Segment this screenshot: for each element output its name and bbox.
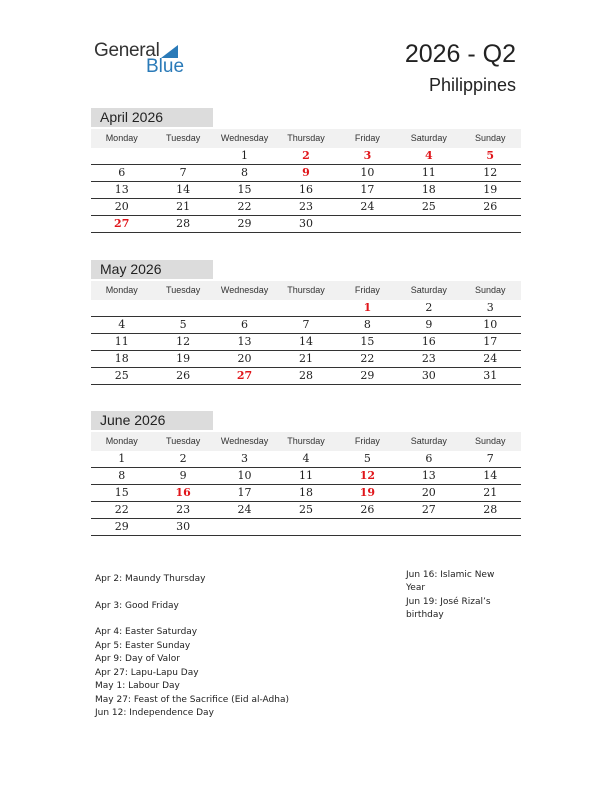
- day-cell: 15: [360, 335, 375, 348]
- day-cell: 7: [179, 166, 187, 179]
- day-cell: 17: [483, 335, 498, 348]
- day-cell: 1: [118, 452, 126, 465]
- day-cell: 20: [114, 200, 129, 213]
- holiday-date: 1: [363, 301, 372, 314]
- day-cell: 25: [114, 369, 129, 382]
- day-cell: 6: [241, 318, 249, 331]
- holiday-date: 16: [175, 486, 191, 499]
- day-cell: 21: [298, 352, 313, 365]
- logo-blue-text: Blue: [146, 56, 185, 77]
- day-cell: 9: [425, 318, 433, 331]
- holiday-entry: Apr 2: Maundy Thursday: [95, 574, 206, 584]
- day-cell: [460, 519, 521, 535]
- weekday-header: Monday: [105, 133, 138, 143]
- day-cell: 10: [483, 318, 498, 331]
- day-cell: 28: [176, 217, 191, 230]
- holiday-entry: Jun 12: Independence Day: [95, 708, 214, 718]
- holiday-list-left: [95, 573, 385, 721]
- day-cell: 28: [483, 503, 498, 516]
- day-cell: 4: [118, 318, 126, 331]
- holiday-date: 27: [236, 369, 253, 382]
- weekday-header: Sunday: [474, 436, 506, 446]
- day-cell: 20: [421, 486, 436, 499]
- logo-general-text: General: [94, 40, 160, 61]
- day-cell: 25: [421, 200, 436, 213]
- week-row: [91, 468, 521, 485]
- weekday-header-row: [91, 432, 521, 451]
- day-cell: 10: [360, 166, 375, 179]
- day-cell: 12: [483, 166, 498, 179]
- day-cell: [275, 519, 336, 535]
- day-cell: 19: [483, 183, 498, 196]
- day-cell: 6: [425, 452, 433, 465]
- day-cell: 30: [176, 520, 191, 533]
- holiday-date: 12: [359, 469, 376, 482]
- month-label: April 2026: [91, 108, 213, 127]
- day-cell: 10: [237, 469, 252, 482]
- day-cell: 5: [363, 452, 371, 465]
- weekday-header: Saturday: [410, 436, 447, 446]
- day-cell: 2: [179, 452, 187, 465]
- weekday-header: Saturday: [410, 133, 447, 143]
- day-cell: 23: [176, 503, 191, 516]
- day-cell: 23: [421, 352, 436, 365]
- day-cell: 13: [237, 335, 252, 348]
- holiday-entry: May 27: Feast of the Sacrifice (Eid al-Adha): [95, 694, 289, 705]
- day-cell: 14: [483, 469, 498, 482]
- weekday-header: Saturday: [410, 285, 447, 295]
- month-calendar: [91, 108, 521, 233]
- day-cell: [152, 300, 213, 316]
- day-cell: 3: [486, 301, 494, 314]
- day-cell: 25: [298, 503, 313, 516]
- day-cell: 22: [114, 503, 129, 516]
- day-cell: 13: [421, 469, 436, 482]
- month-calendar: [91, 411, 521, 536]
- day-cell: 18: [114, 352, 129, 365]
- holiday-entry: Apr 9: Day of Valor: [95, 654, 180, 664]
- day-cell: 2: [425, 301, 433, 314]
- day-cell: 22: [360, 352, 375, 365]
- day-cell: 14: [176, 183, 191, 196]
- day-cell: 6: [118, 166, 126, 179]
- weekday-header: Friday: [354, 133, 380, 143]
- day-cell: 12: [176, 335, 191, 348]
- holiday-date: 4: [424, 149, 433, 162]
- day-cell: 24: [360, 200, 375, 213]
- day-cell: [398, 216, 459, 232]
- day-cell: [275, 300, 336, 316]
- holiday-date: 3: [363, 149, 372, 162]
- holiday-entry: Apr 5: Easter Sunday: [95, 640, 191, 651]
- weekday-header: Friday: [354, 285, 380, 295]
- day-cell: 8: [363, 318, 371, 331]
- holiday-entry: Apr 27: Lapu-Lapu Day: [95, 667, 199, 678]
- day-cell: [91, 300, 152, 316]
- month-calendar: [91, 260, 521, 385]
- holiday-entry: May 1: Labour Day: [95, 681, 180, 691]
- weekday-header: Tuesday: [166, 436, 201, 446]
- day-cell: 18: [298, 486, 313, 499]
- day-cell: 11: [298, 469, 313, 482]
- weekday-header: Friday: [354, 436, 380, 446]
- day-cell: 19: [176, 352, 191, 365]
- day-cell: 3: [241, 452, 249, 465]
- day-cell: 18: [421, 183, 436, 196]
- holiday-date: 9: [302, 166, 310, 179]
- day-cell: 4: [302, 452, 310, 465]
- holiday-list-right: [406, 569, 511, 622]
- week-row: [91, 334, 521, 351]
- week-row: [91, 317, 521, 334]
- month-label: June 2026: [91, 411, 213, 430]
- day-cell: 13: [114, 183, 129, 196]
- day-cell: 15: [237, 183, 252, 196]
- day-cell: 23: [298, 200, 313, 213]
- day-cell: 30: [421, 369, 436, 382]
- holiday-entry: Jun 19: José Rizal’s birthday: [406, 596, 491, 620]
- day-cell: [91, 148, 152, 164]
- day-cell: [152, 148, 213, 164]
- day-cell: 7: [486, 452, 494, 465]
- day-cell: 29: [237, 217, 252, 230]
- weekday-header: Tuesday: [166, 285, 201, 295]
- day-cell: [214, 300, 275, 316]
- weekday-header-row: [91, 281, 521, 300]
- day-cell: 17: [237, 486, 252, 499]
- day-cell: [460, 216, 521, 232]
- country-name: Philippines: [428, 75, 516, 95]
- week-row: [91, 148, 521, 165]
- day-cell: 1: [241, 149, 249, 162]
- day-cell: 26: [483, 200, 498, 213]
- holiday-date: 27: [114, 217, 130, 230]
- day-cell: 17: [360, 183, 375, 196]
- weekday-header: Thursday: [287, 285, 325, 295]
- day-cell: 24: [483, 352, 498, 365]
- page-title: 2026 - Q2: [404, 40, 516, 68]
- day-cell: 24: [237, 503, 252, 516]
- month-label: May 2026: [91, 260, 213, 279]
- week-row: [91, 351, 521, 368]
- day-cell: 16: [298, 183, 313, 196]
- day-cell: 31: [483, 369, 498, 382]
- day-cell: 14: [298, 335, 313, 348]
- day-cell: 22: [237, 200, 252, 213]
- day-cell: 7: [302, 318, 310, 331]
- day-cell: [398, 519, 459, 535]
- weekday-header: Thursday: [287, 436, 325, 446]
- week-row: [91, 451, 521, 468]
- weekday-header: Wednesday: [220, 133, 269, 143]
- day-cell: 9: [179, 469, 187, 482]
- day-cell: 26: [360, 503, 375, 516]
- week-row: [91, 165, 521, 182]
- week-row: [91, 199, 521, 216]
- day-cell: 27: [421, 503, 436, 516]
- day-cell: 15: [114, 486, 129, 499]
- holiday-entry: Apr 4: Easter Saturday: [95, 627, 198, 637]
- weekday-header: Monday: [105, 436, 138, 446]
- weekday-header: Tuesday: [166, 133, 201, 143]
- day-cell: 30: [298, 217, 313, 230]
- week-row: [91, 485, 521, 502]
- weekday-header: Wednesday: [220, 285, 269, 295]
- day-cell: 5: [179, 318, 187, 331]
- logo: [94, 40, 194, 80]
- day-cell: 16: [421, 335, 436, 348]
- day-cell: 29: [360, 369, 375, 382]
- weekday-header: Thursday: [287, 133, 325, 143]
- weekday-header: Monday: [105, 285, 138, 295]
- holiday-date: 19: [359, 486, 376, 499]
- week-row: [91, 502, 521, 519]
- day-cell: 20: [237, 352, 252, 365]
- holiday-entry: Apr 3: Good Friday: [95, 600, 179, 611]
- day-cell: [337, 519, 398, 535]
- week-row: [91, 368, 521, 385]
- day-cell: 8: [118, 469, 126, 482]
- day-cell: [214, 519, 275, 535]
- day-cell: 21: [483, 486, 498, 499]
- day-cell: 26: [176, 369, 191, 382]
- day-cell: 8: [241, 166, 249, 179]
- day-cell: 11: [421, 166, 436, 179]
- week-row: [91, 216, 521, 233]
- week-row: [91, 182, 521, 199]
- day-cell: 29: [114, 520, 129, 533]
- holiday-entry: Jun 16: Islamic New Year: [406, 570, 495, 594]
- week-row: [91, 519, 521, 536]
- day-cell: 21: [176, 200, 191, 213]
- day-cell: [337, 216, 398, 232]
- weekday-header: Sunday: [474, 133, 506, 143]
- day-cell: 28: [298, 369, 313, 382]
- weekday-header: Sunday: [474, 285, 506, 295]
- weekday-header-row: [91, 129, 521, 148]
- weekday-header: Wednesday: [220, 436, 269, 446]
- week-row: [91, 300, 521, 317]
- day-cell: 11: [114, 335, 129, 348]
- holiday-date: 5: [486, 149, 495, 162]
- holiday-date: 2: [302, 149, 310, 162]
